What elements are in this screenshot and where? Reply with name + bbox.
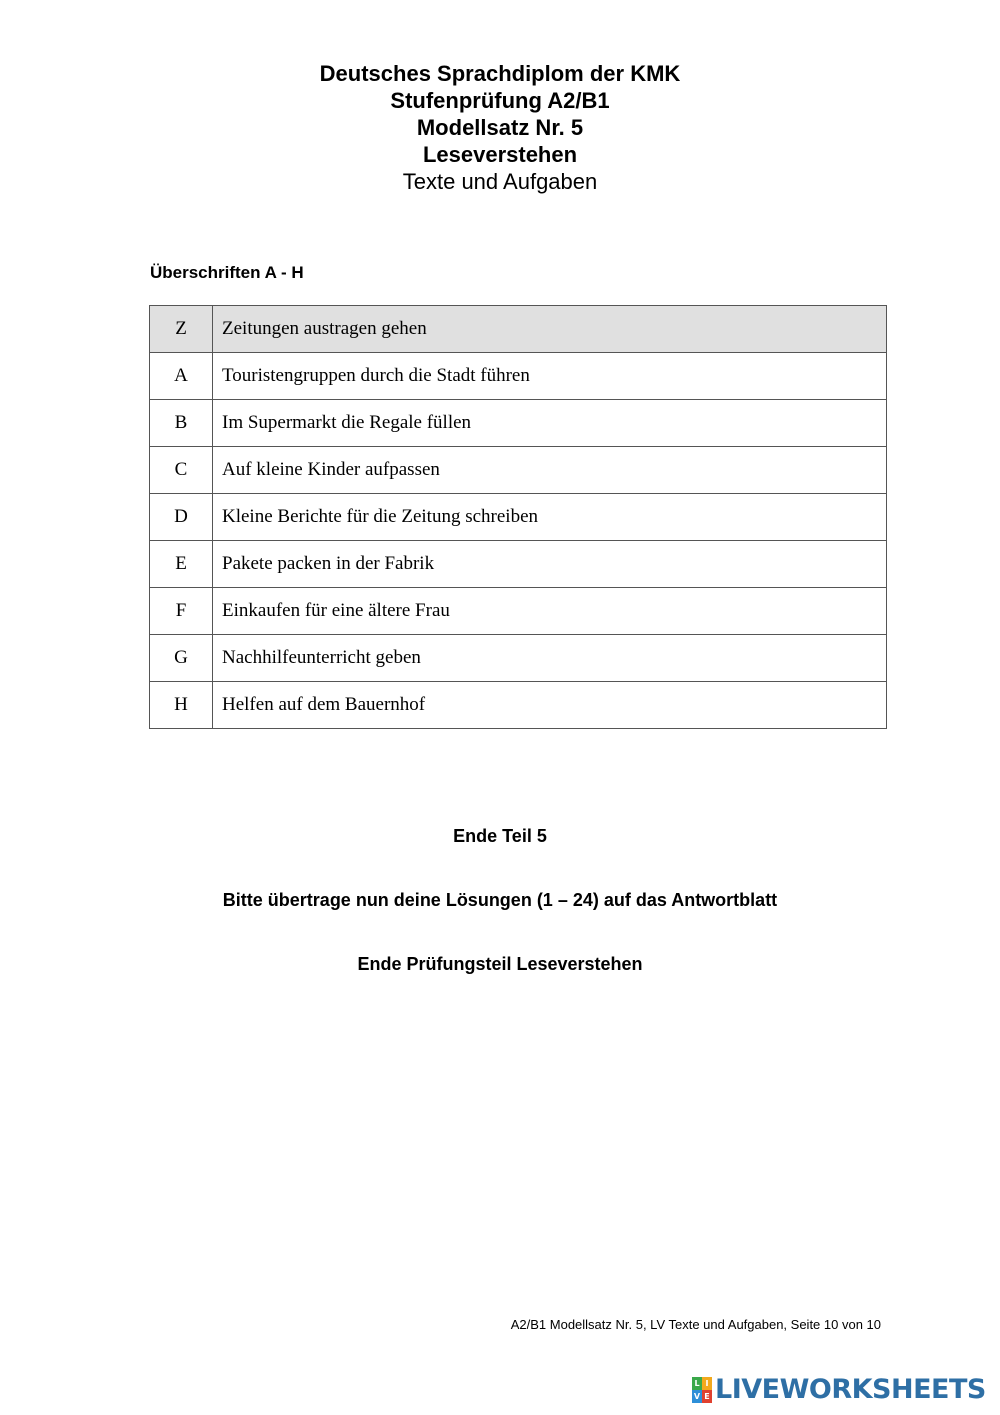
row-letter: G [150, 635, 213, 682]
logo-tile: L [692, 1377, 702, 1390]
row-text: Zeitungen austragen gehen [213, 306, 887, 353]
document-header [0, 60, 1000, 195]
table-row [150, 400, 887, 447]
row-letter: Z [150, 306, 213, 353]
logo-tile: I [702, 1377, 712, 1390]
row-letter: A [150, 353, 213, 400]
row-text: Einkaufen für eine ältere Frau [213, 588, 887, 635]
header-title: Deutsches Sprachdiplom der KMK [319, 61, 681, 86]
row-letter: E [150, 541, 213, 588]
liveworksheets-logo-icon [692, 1377, 712, 1403]
row-text: Helfen auf dem Bauernhof [213, 682, 887, 729]
header-exam-level: Stufenprüfung A2/B1 [390, 88, 610, 113]
row-letter: C [150, 447, 213, 494]
table-row-example [150, 306, 887, 353]
row-letter: F [150, 588, 213, 635]
row-text: Nachhilfeunterricht geben [213, 635, 887, 682]
page-footer: A2/B1 Modellsatz Nr. 5, LV Texte und Aufgaben, Seite 10 von 10 [510, 1317, 881, 1332]
liveworksheets-logo [692, 1374, 986, 1405]
header-section: Leseverstehen [422, 142, 578, 167]
logo-tile: V [693, 1391, 701, 1401]
section-heading: Überschriften A - H [150, 263, 304, 282]
end-part-label: Ende Teil 5 [453, 826, 547, 846]
row-letter: D [150, 494, 213, 541]
row-text: Im Supermarkt die Regale füllen [213, 400, 887, 447]
header-subtitle: Texte und Aufgaben [402, 169, 598, 194]
logo-wordmark: LIVEWORKSHEETS [715, 1374, 986, 1405]
row-letter: B [150, 400, 213, 447]
headings-table [149, 305, 887, 729]
table-row [150, 447, 887, 494]
header-model-set: Modellsatz Nr. 5 [416, 115, 584, 140]
table-row [150, 588, 887, 635]
row-letter: H [150, 682, 213, 729]
transfer-instruction: Bitte übertrage nun deine Lösungen (1 – 24) auf das Antwortblatt [222, 890, 778, 910]
row-text: Pakete packen in der Fabrik [213, 541, 887, 588]
row-text: Kleine Berichte für die Zeitung schreiben [213, 494, 887, 541]
table-row [150, 494, 887, 541]
logo-tile: E [702, 1390, 712, 1403]
table-row [150, 635, 887, 682]
table-row [150, 541, 887, 588]
table-row [150, 353, 887, 400]
end-section-label: Ende Prüfungsteil Leseverstehen [357, 954, 643, 974]
row-text: Touristengruppen durch die Stadt führen [213, 353, 887, 400]
table-row [150, 682, 887, 729]
row-text: Auf kleine Kinder aufpassen [213, 447, 887, 494]
